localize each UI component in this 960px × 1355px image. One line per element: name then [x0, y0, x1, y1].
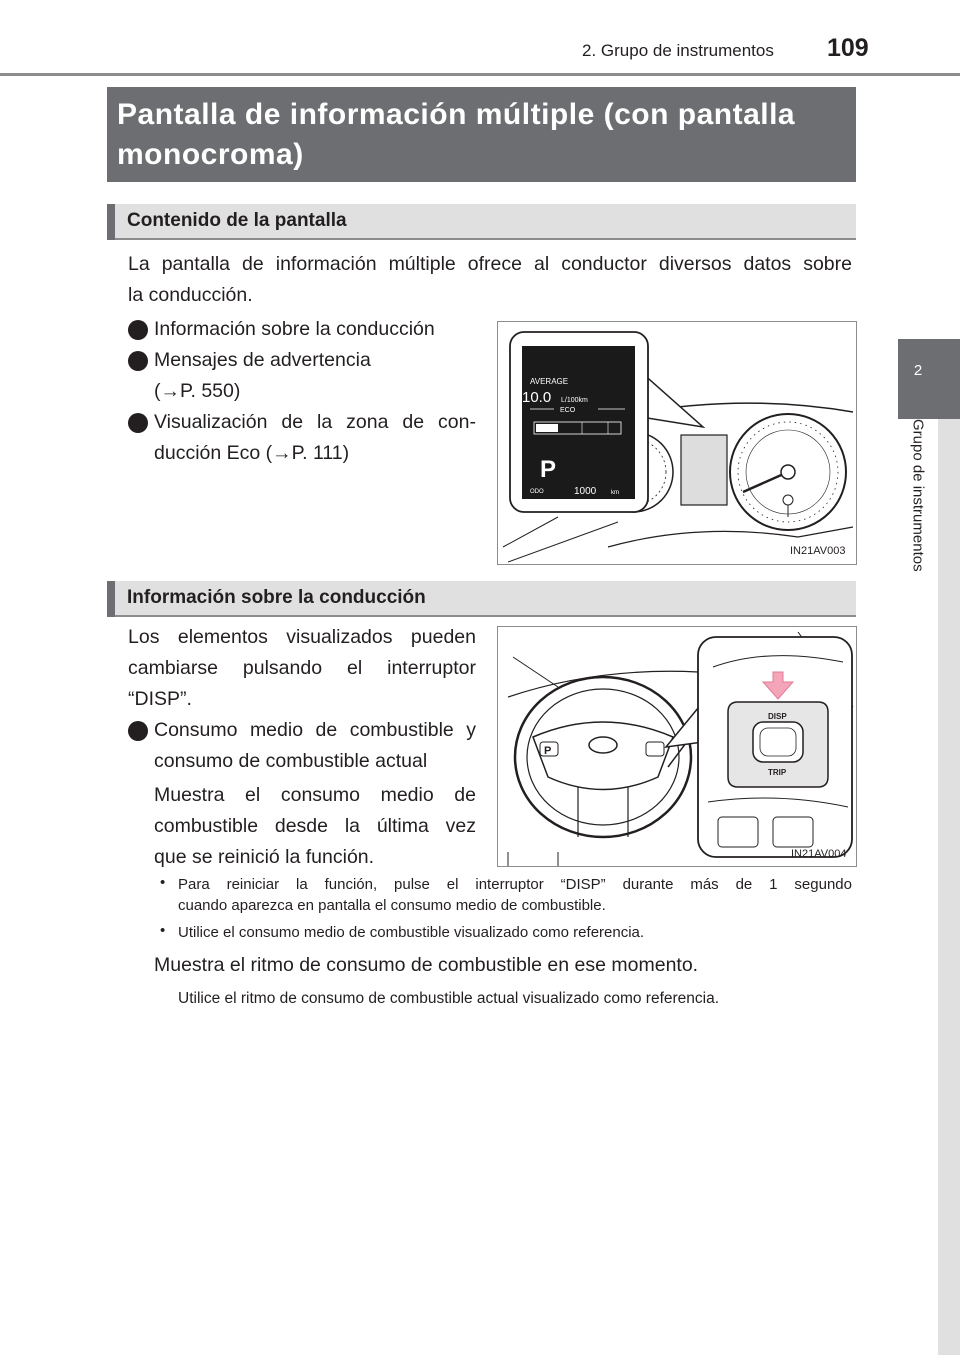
section-heading-text: Contenido de la pantalla	[127, 210, 347, 231]
bullet-dot	[128, 721, 148, 741]
bullet-dot	[128, 351, 148, 371]
display-eco-label: ECO	[560, 407, 576, 414]
note-2: Utilice el consumo medio de combustible visualizado como referencia.	[178, 924, 645, 941]
side-tab-number: 2	[913, 362, 923, 379]
section2-current-note: Utilice el ritmo de consumo de combustible actual visualizado como referencia.	[178, 990, 720, 1007]
section-heading-text: Información sobre la conducción	[127, 587, 426, 608]
display-average-label: AVERAGE	[530, 377, 569, 386]
section1-intro-line-2: la conducción.	[128, 284, 253, 306]
display-odo-value: 1000	[574, 486, 597, 497]
bullet-dot	[128, 320, 148, 340]
steering-wheel-illustration	[498, 627, 856, 866]
figure-disp-switch	[497, 626, 857, 867]
section-heading-bar	[107, 204, 115, 240]
page-number: 109	[827, 34, 869, 62]
figure-instrument-cluster	[497, 321, 857, 565]
bullet-item-3-line-1: Visualización de la zona de con-	[154, 411, 476, 433]
section2-intro-line-3: “DISP”.	[128, 688, 192, 710]
note-bullet: •	[160, 874, 166, 891]
display-odo-unit: km	[611, 490, 619, 496]
bullet-item-2-line-2: (→P. 550)	[154, 380, 241, 402]
section2-desc-line-1: Muestra el consumo medio de	[154, 784, 476, 806]
note-1-line-2: cuando aparezca en pantalla el consumo medio de combustible.	[178, 897, 606, 914]
section-heading-bar	[107, 581, 115, 617]
side-tab-label: Grupo de instrumentos	[909, 419, 927, 572]
instrument-cluster-illustration	[498, 322, 856, 564]
trip-button-label: TRIP	[768, 768, 787, 777]
section2-current-text: Muestra el ritmo de consumo de combustible en ese momento.	[154, 954, 699, 976]
section2-bullet-line-1: Consumo medio de combustible y	[154, 719, 476, 741]
display-odo-label: ODO	[530, 489, 544, 495]
section2-bullet-line-2: consumo de combustible actual	[154, 750, 428, 772]
svg-text:P: P	[544, 745, 552, 757]
header-rule	[0, 73, 960, 76]
section2-intro-line-2: cambiarse pulsando el interruptor	[128, 657, 476, 679]
running-header-section: 2. Grupo de instrumentos	[582, 41, 774, 60]
side-tab-strip	[938, 419, 960, 1355]
bullet-item-3-line-2: ducción Eco (→P. 111)	[154, 442, 350, 464]
side-tab-box	[898, 339, 960, 419]
bullet-dot	[128, 413, 148, 433]
note-bullet: •	[160, 922, 166, 939]
figure-id: IN21AV003	[790, 545, 846, 557]
page-title-line-2: monocroma)	[117, 138, 304, 171]
section2-desc-line-2: combustible desde la última vez	[154, 815, 476, 837]
section2-desc-line-3: que se reinició la función.	[154, 846, 375, 868]
section-heading-informacion	[107, 581, 856, 617]
bullet-item-1: Información sobre la conducción	[154, 318, 435, 340]
page-title-line-1: Pantalla de información múltiple (con pantalla	[117, 98, 796, 131]
disp-button-label: DISP	[768, 712, 787, 721]
display-gear: P	[540, 456, 557, 483]
bullet-item-2-line-1: Mensajes de advertencia	[154, 349, 371, 371]
section2-intro-line-1: Los elementos visualizados pueden	[128, 626, 476, 648]
page-title	[117, 95, 852, 175]
page-title-bar	[107, 87, 856, 182]
note-1-line-1: Para reiniciar la función, pulse el interruptor “DISP” durante más de 1 segundo	[178, 876, 852, 893]
section-heading-contenido	[107, 204, 856, 240]
section1-intro-line-1: La pantalla de información múltiple ofrece al conductor diversos datos sobre	[128, 253, 852, 275]
display-value: 10.0	[522, 389, 552, 406]
figure-id: IN21AV004	[791, 848, 847, 860]
side-tab-label-wrap	[898, 419, 938, 629]
display-unit: L/100km	[561, 397, 588, 404]
